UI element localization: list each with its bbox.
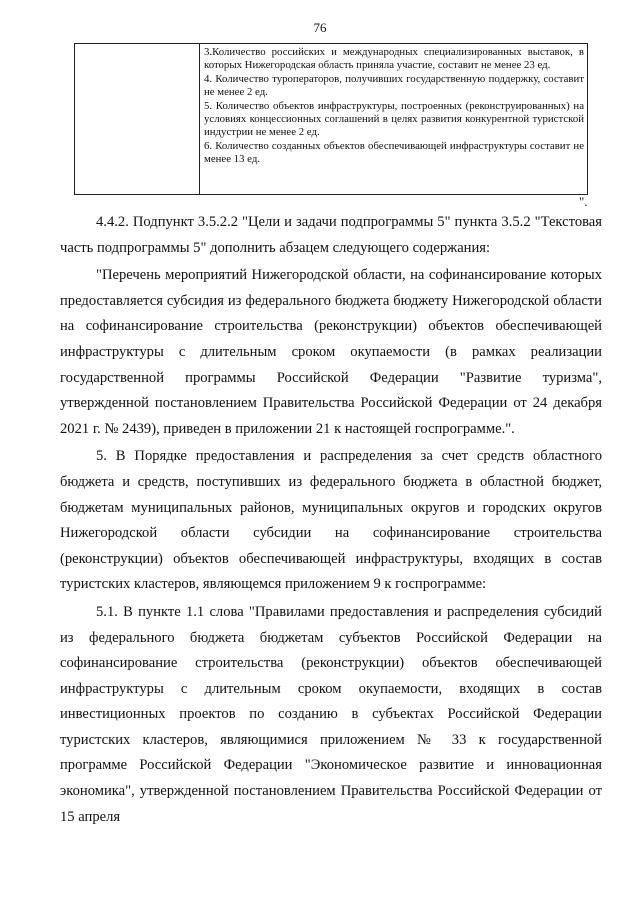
table-empty-cell <box>75 44 200 194</box>
closing-quote: ". <box>579 194 588 209</box>
document-body <box>60 210 602 832</box>
indicator-item-3: 3.Количество российских и международных специализированных выставок, в которых Нижегородская область приняла участие, составит не менее 23 ед. <box>204 46 584 72</box>
indicators-table <box>74 43 588 195</box>
paragraph-5-1: 5.1. В пункте 1.1 слова "Правилами предоставления и распределения субсидий из федерального бюджета бюджетам субъектов Российской Федерации на софинансирование строительства (реконструкции) объектов обеспечивающей инфраструктуры с длительным сроком окупаемости, входящих в состав инвестиционных проектов по созданию в субъектах Российской Федерации туристских кластеров, являющимися приложением № 33 к государственной программе Российской Федерации "Экономическое развитие и инновационная экономика", утвержденной постановлением Правительства Российской Федерации от 15 апреля <box>60 603 602 825</box>
paragraph-4-4-2: 4.4.2. Подпункт 3.5.2.2 "Цели и задачи подпрограммы 5" пункта 3.5.2 "Текстовая часть подпрограммы 5" дополнить абзацем следующего содержания: <box>60 214 602 256</box>
indicator-item-5: 5. Количество объектов инфраструктуры, построенных (реконструированных) на условиях концессионных соглашений в целях развития конкурентной туристской индустрии не менее 2 ед. <box>204 99 584 139</box>
table-indicators-cell <box>200 44 587 194</box>
indicator-item-6: 6. Количество созданных объектов обеспечивающей инфраструктуры составит не менее 13 ед. <box>204 139 584 166</box>
indicator-item-4: 4. Количество туроператоров, получивших государственную поддержку, составит не менее 2 ед. <box>204 72 584 99</box>
paragraph-measures-list: "Перечень мероприятий Нижегородской области, на софинансирование которых предоставляется субсидия из федерального бюджета бюджету Нижегородской области на софинансирование строительства (реконструкции) объектов обеспечивающей инфраструктуры с длительным сроком окупаемости (в рамках реализации государственной программы Российской Федерации "Развитие туризма", утвержденной постановлением Правительства Российской Федерации от 24 декабря 2021 г. № 2439), приведен в приложении 21 к настоящей госпрограмме.". <box>60 267 602 437</box>
page-number: 76 <box>313 20 327 35</box>
paragraph-5: 5. В Порядке предоставления и распределения за счет средств областного бюджета и средств, поступивших из федерального бюджета в областной бюджет, бюджетам муниципальных районов, муниципальных округов и городских округов Нижегородской области субсидии на софинансирование строительства (реконструкции) объектов обеспечивающей инфраструктуры, входящих в состав туристских кластеров, являющемся приложением 9 к госпрограмме: <box>60 448 602 593</box>
